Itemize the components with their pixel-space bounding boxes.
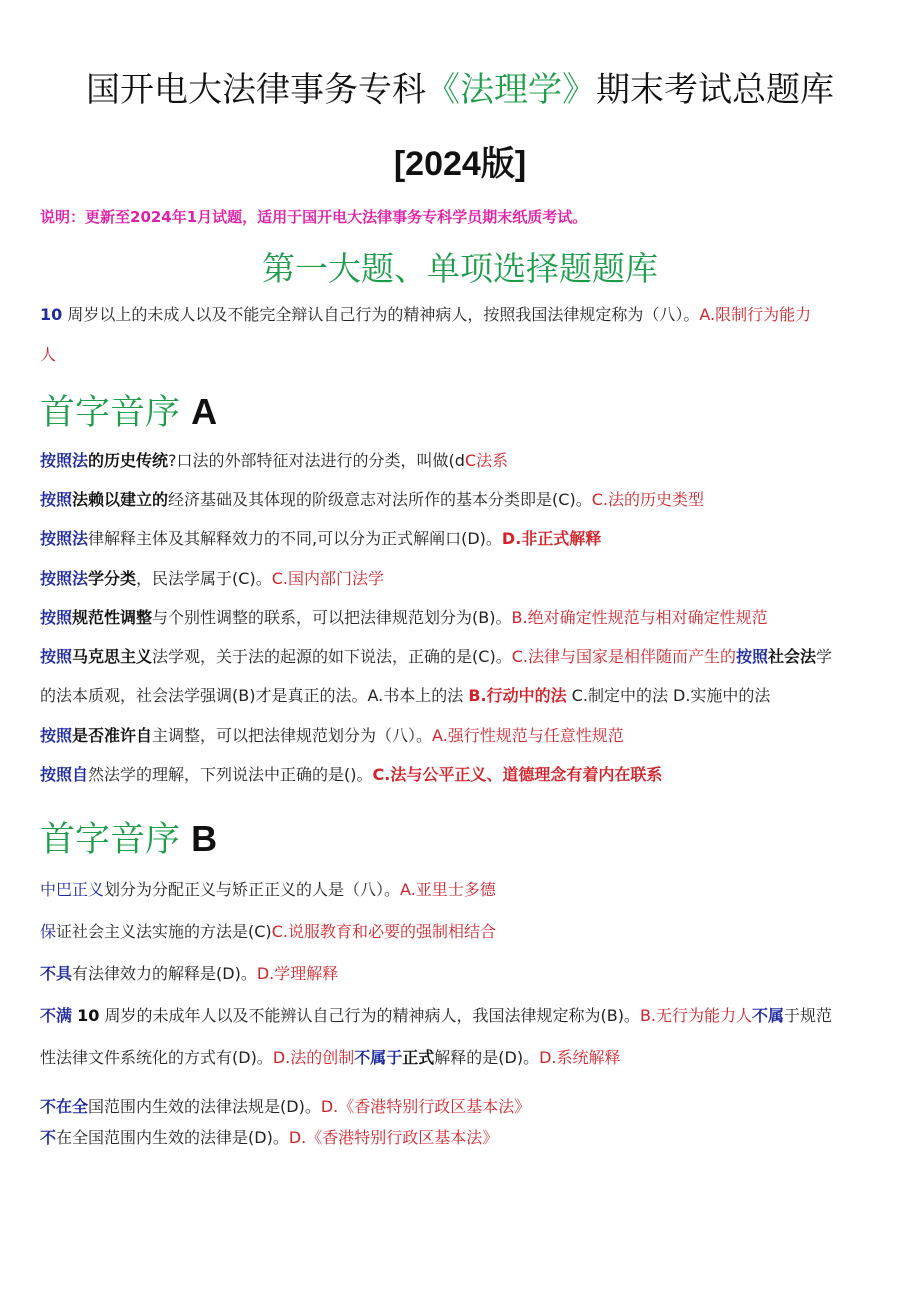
text-segment: 周岁以上的未成人以及不能完全辩认自己行为的精神病人，按照我国法律规定称为（八）。 bbox=[67, 305, 700, 324]
text-segment: B.行动中的法 bbox=[468, 686, 567, 705]
text-segment: 主调整，可以把法律规范划分为（八）。 bbox=[152, 726, 433, 745]
text-segment: 首字音序 bbox=[40, 393, 181, 433]
text-segment: A.亚里士多德 bbox=[400, 880, 496, 899]
text-segment: 按照 bbox=[735, 647, 768, 666]
text-segment: D.系统解释 bbox=[539, 1048, 621, 1067]
list-item bbox=[40, 877, 886, 900]
list-item bbox=[40, 487, 886, 510]
text-segment: A.限制行为能力 bbox=[699, 305, 812, 324]
list-item bbox=[40, 1045, 886, 1068]
text-segment: B.绝对确定性规范与相对确定性规范 bbox=[511, 608, 768, 627]
text-segment: D.《香港特别行政区基本法》 bbox=[320, 1097, 531, 1116]
text-segment: B.无行为能力人 bbox=[639, 1006, 753, 1025]
text-segment: 不具 bbox=[40, 964, 73, 983]
text-segment: B bbox=[191, 818, 218, 859]
title-book-name: 《法理学》 bbox=[426, 70, 596, 110]
text-segment: ?口法的外部特征对法进行的分类，叫做(d bbox=[168, 451, 465, 470]
title-suffix: 期末考试总题库 bbox=[596, 70, 834, 110]
text-segment: 按照 bbox=[40, 726, 73, 745]
text-segment: 人 bbox=[40, 345, 57, 364]
text-segment: 周岁的未成年人以及不能辨认自己行为的精神病人，我国法律规定称为(B)。 bbox=[104, 1006, 640, 1025]
text-segment: D.法的创制 bbox=[272, 1048, 355, 1067]
text-segment: 学分类 bbox=[88, 569, 137, 588]
text-segment: 与个别性调整的联系，可以把法律规范划分为(B)。 bbox=[152, 608, 512, 627]
text-segment: ，民法学属于(C)。 bbox=[136, 569, 272, 588]
text-segment: 10 bbox=[77, 1006, 100, 1025]
list-item bbox=[40, 605, 886, 628]
title-prefix: 国开电大法律事务专科 bbox=[86, 70, 426, 110]
text-segment: 按照法 bbox=[40, 569, 89, 588]
text-segment: 于规范 bbox=[784, 1006, 833, 1025]
text-segment: 有法律效力的解释是(D)。 bbox=[72, 964, 257, 983]
list-item bbox=[40, 448, 886, 471]
text-segment: C.法律与国家是相伴随而产生的 bbox=[511, 647, 736, 666]
document-title bbox=[0, 62, 920, 111]
text-segment: 正式 bbox=[402, 1048, 435, 1067]
list-item bbox=[40, 1094, 886, 1117]
text-segment: 不 bbox=[40, 1128, 57, 1147]
list-item bbox=[40, 762, 886, 785]
list-item bbox=[40, 683, 886, 706]
heading-group-a bbox=[40, 385, 217, 435]
text-segment: C.法与公平正义、道德理念有着内在联系 bbox=[372, 765, 663, 784]
text-segment: 学 bbox=[816, 647, 833, 666]
text-segment: D.学理解释 bbox=[256, 964, 339, 983]
list-item bbox=[40, 526, 886, 549]
text-segment: 律解释主体及其解释效力的不同,可以分为正式解阐口(D)。 bbox=[88, 529, 502, 548]
text-segment: C.说服教育和必要的强制相结合 bbox=[271, 922, 496, 941]
text-segment: 社会法 bbox=[767, 647, 816, 666]
text-segment: 法学观，关于法的起源的如下说法，正确的是(C)。 bbox=[152, 647, 512, 666]
list-item bbox=[40, 919, 886, 942]
text-segment: 按照法 bbox=[40, 451, 89, 470]
text-segment: D.《香港特别行政区基本法》 bbox=[288, 1128, 499, 1147]
text-segment: C法系 bbox=[464, 451, 509, 470]
text-segment: 按照法 bbox=[40, 529, 89, 548]
list-item bbox=[40, 1003, 886, 1026]
text-segment: 法赖以建立的 bbox=[72, 490, 169, 509]
text-segment: A.强行性规范与任意性规范 bbox=[432, 726, 624, 745]
text-segment: 规范性调整 bbox=[72, 608, 153, 627]
text-segment: 马克思主义 bbox=[72, 647, 153, 666]
text-segment: C.法的历史类型 bbox=[591, 490, 704, 509]
list-item bbox=[40, 961, 886, 984]
text-segment: 不满 bbox=[40, 1006, 73, 1025]
list-item bbox=[40, 1125, 886, 1148]
list-item bbox=[40, 566, 886, 589]
text-segment: 在全国范围内生效的法律是(D)。 bbox=[56, 1128, 289, 1147]
text-segment: 是否准许自 bbox=[72, 726, 153, 745]
text-segment: 性法律文件系统化的方式有(D)。 bbox=[40, 1048, 273, 1067]
intro-question bbox=[40, 302, 886, 325]
text-segment: 然法学的理解，下列说法中正确的是()。 bbox=[88, 765, 373, 784]
text-segment: 不在全 bbox=[40, 1097, 89, 1116]
text-segment: 的历史传统 bbox=[88, 451, 169, 470]
text-segment: 国范围内生效的法律法规是(D)。 bbox=[88, 1097, 321, 1116]
text-segment: 按照自 bbox=[40, 765, 89, 784]
text-segment: 经济基础及其体现的阶级意志对法所作的基本分类即是(C)。 bbox=[168, 490, 592, 509]
text-segment: 按照 bbox=[40, 490, 73, 509]
text-segment: C.国内部门法学 bbox=[271, 569, 384, 588]
section-title: 第一大题、单项选择题题库 bbox=[262, 249, 658, 288]
text-segment: 不属 bbox=[752, 1006, 785, 1025]
text-segment: 保 bbox=[40, 922, 57, 941]
text-segment: 解释的是(D)。 bbox=[434, 1048, 540, 1067]
text-segment: 划分为分配正义与矫正正义的人是（八）。 bbox=[104, 880, 401, 899]
text-segment: C.制定中的法 D.实施中的法 bbox=[566, 686, 771, 705]
list-item bbox=[40, 723, 886, 746]
text-segment: A bbox=[191, 391, 218, 432]
text-segment: D.非正式解释 bbox=[501, 529, 602, 548]
text-segment: 中巴正义 bbox=[40, 880, 105, 899]
text-segment: 按照 bbox=[40, 608, 73, 627]
text-segment: 的法本质观，社会法学强调(B)才是真正的法。A.书本上的法 bbox=[40, 686, 469, 705]
heading-group-b bbox=[40, 812, 217, 862]
text-segment: 首字音序 bbox=[40, 820, 181, 860]
intro-question-cont bbox=[40, 342, 886, 365]
text-segment: 不属于 bbox=[354, 1048, 403, 1067]
edition-label: [2024版] bbox=[393, 145, 527, 183]
description-note: 说明：更新至2024年1月试题，适用于国开电大法律事务专科学员期末纸质考试。 bbox=[40, 208, 588, 226]
text-segment: 证社会主义法实施的方法是(C) bbox=[56, 922, 272, 941]
text-segment: 按照 bbox=[40, 647, 73, 666]
list-item bbox=[40, 644, 886, 667]
text-segment: 10 bbox=[40, 305, 63, 324]
